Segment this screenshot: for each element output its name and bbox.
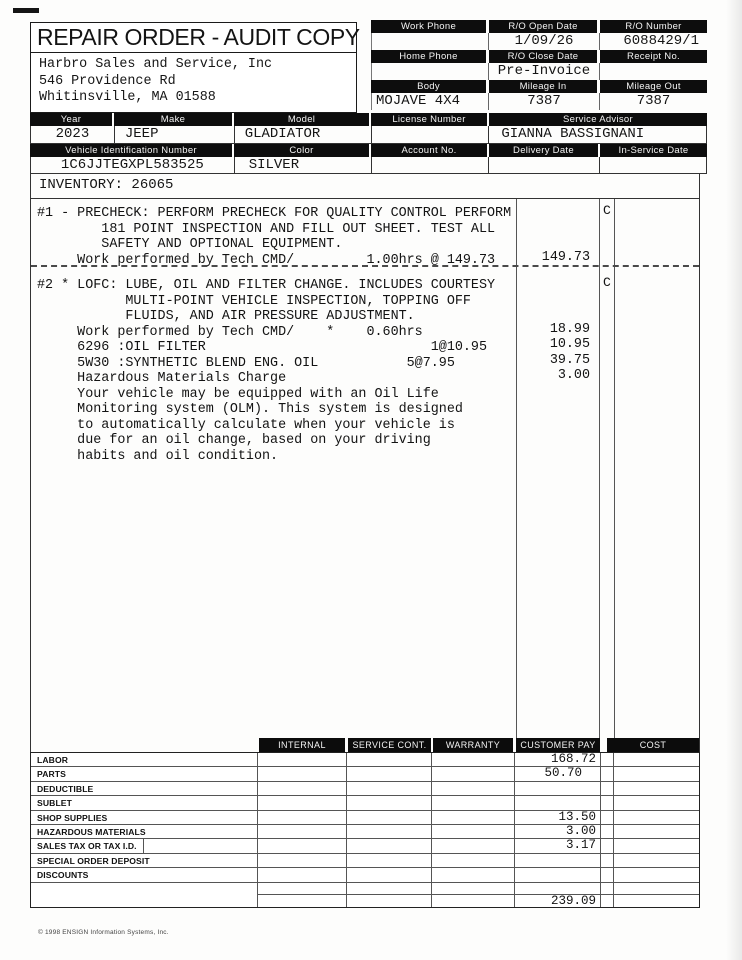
model-label: Model: [234, 113, 369, 126]
ro-number-value: 6088429/1: [623, 33, 699, 49]
item-line: [37, 203, 697, 219]
company-name: Harbro Sales and Service, Inc: [39, 57, 273, 72]
column-header-customer-pay: CUSTOMER PAY: [516, 738, 600, 752]
item-line-text: 5W30 :SYNTHETIC BLEND ENG. OIL 5@7.95: [37, 355, 455, 371]
ro-open-date-value: 1/09/26: [489, 33, 600, 50]
company-address-line2: Whitinsville, MA 01588: [39, 90, 216, 105]
service-advisor-label: Service Advisor: [489, 113, 707, 126]
item-line-text: #1 - PRECHECK: PERFORM PRECHECK FOR QUALITY CONTROL PERFORM: [37, 206, 512, 221]
line-items-area: [30, 198, 700, 752]
license-number-label: License Number: [371, 113, 487, 126]
item-separator-dashed-line: [31, 265, 699, 267]
account-no-label: Account No.: [371, 144, 487, 157]
in-service-date-value: [600, 157, 707, 173]
customer-pay-value: 3.17: [515, 839, 601, 852]
row-label: SPECIAL ORDER DEPOSIT: [31, 854, 258, 867]
column-header-service-cont: SERVICE CONT.: [348, 738, 431, 752]
item-line-text: Monitoring system (OLM). This system is designed: [37, 402, 463, 417]
item-line-text: due for an oil change, based on your driving: [37, 433, 431, 448]
header-left: [30, 22, 360, 113]
in-service-date-label: In-Service Date: [600, 144, 707, 157]
info-value-row-3: [371, 93, 707, 110]
table-row-shop-supplies: [31, 811, 699, 825]
item-line-amount: 149.73: [541, 249, 590, 265]
header-info-table: [371, 20, 707, 110]
row-label: SUBLET: [31, 796, 258, 809]
table-row-sales-tax: [31, 839, 699, 853]
account-no-value: [372, 157, 490, 173]
mileage-out-value: 7387: [636, 93, 671, 109]
item-line-amount: 10.95: [549, 337, 590, 352]
vin-value: 1C6JJTEGXPL583525: [31, 157, 235, 173]
table-row-total: [31, 895, 699, 907]
table-row-special-order-deposit: [31, 854, 699, 868]
vehicle-value-row-1: [30, 126, 707, 144]
item-line-text: Hazardous Materials Charge: [37, 371, 287, 386]
table-row-deductible: [31, 782, 699, 796]
item-line: [37, 415, 697, 431]
item-line-text: MULTI-POINT VEHICLE INSPECTION, TOPPING OFF: [37, 293, 471, 309]
make-label: Make: [114, 113, 232, 126]
item-line: [37, 234, 697, 250]
item-line-amount: 18.99: [549, 321, 590, 337]
mileage-in-value: 7387: [489, 93, 600, 110]
info-value-row-1: [371, 33, 707, 50]
item-line-text: FLUIDS, AND AIR PRESSURE ADJUSTMENT.: [37, 309, 415, 324]
row-label: HAZARDOUS MATERIALS: [31, 825, 258, 838]
home-phone-value: [371, 63, 489, 80]
item1-pay-type-flag: C: [603, 203, 611, 218]
vin-label: Vehicle Identification Number: [30, 144, 232, 157]
vehicle-value-row-2: [30, 157, 707, 174]
work-phone-value: [371, 33, 489, 50]
column-header-internal: INTERNAL: [259, 738, 345, 752]
customer-pay-value: [515, 854, 601, 867]
work-phone-label: Work Phone: [371, 20, 486, 33]
customer-pay-value: [515, 782, 601, 795]
item-line-text: to automatically calculate when your vehicle is: [37, 417, 455, 433]
item-line: [37, 306, 697, 322]
item-line: [37, 384, 697, 400]
row-label: SALES TAX OR TAX I.D.: [31, 839, 258, 852]
item-line: [37, 250, 697, 266]
item1-text-block: [37, 203, 697, 268]
receipt-no-value: [600, 63, 707, 80]
table-row-parts: [31, 767, 699, 781]
scan-edge-artifact: [726, 0, 742, 960]
item-line: [37, 337, 697, 353]
vehicle-label-row-2: [30, 144, 707, 157]
item-line-text: Work performed by Tech CMD/ 1.00hrs @ 149.73: [37, 252, 496, 268]
company-address-line1: 546 Providence Rd: [39, 73, 176, 89]
row-label: PARTS: [31, 767, 258, 780]
row-label: SHOP SUPPLIES: [31, 811, 258, 824]
home-phone-label: Home Phone: [371, 50, 486, 63]
ro-close-date-value: Pre-Invoice: [489, 63, 600, 80]
ro-open-date-label: R/O Open Date: [489, 20, 597, 33]
item-line: [37, 430, 697, 446]
item-line-text: Your vehicle may be equipped with an Oil Life: [37, 386, 439, 402]
item-line: [37, 446, 697, 462]
item2-text-block: [37, 275, 697, 464]
item-line-text: SAFETY AND OPTIONAL EQUIPMENT.: [37, 237, 343, 252]
item-line-text: Work performed by Tech CMD/ * 0.60hrs: [37, 324, 423, 340]
column-header-cost: COST: [607, 738, 699, 752]
item-line: [37, 399, 697, 415]
table-row-hazardous-materials: [31, 825, 699, 839]
customer-pay-value: 3.00: [515, 825, 601, 838]
year-value: 2023: [31, 126, 115, 143]
customer-pay-value: [515, 796, 601, 809]
ro-close-date-label: R/O Close Date: [489, 50, 597, 63]
item-line: [37, 368, 697, 384]
item-line: [37, 291, 697, 307]
info-value-row-2: [371, 63, 707, 80]
inventory-line: INVENTORY: 26065: [30, 174, 700, 198]
info-label-row-2: [371, 50, 707, 63]
item-line-text: #2 * LOFC: LUBE, OIL AND FILTER CHANGE. INCLUDES COURTESY: [37, 278, 496, 293]
vehicle-info-grid: [30, 113, 707, 198]
year-label: Year: [30, 113, 112, 126]
item-line: [37, 353, 697, 369]
table-row-blank: [31, 883, 699, 895]
customer-pay-value: [515, 868, 601, 881]
footer-copyright: © 1998 ENSIGN Information Systems, Inc.: [38, 929, 169, 936]
item-line-text: 6296 :OIL FILTER 1@10.95: [37, 340, 487, 355]
row-label: DEDUCTIBLE: [31, 782, 258, 795]
ro-number-label: R/O Number: [600, 20, 707, 33]
model-value: GLADIATOR: [235, 126, 372, 143]
page-title: REPAIR ORDER - AUDIT COPY: [31, 23, 356, 53]
customer-pay-value: 13.50: [515, 811, 601, 824]
color-label: Color: [234, 144, 369, 157]
item-line-text: 181 POINT INSPECTION AND FILL OUT SHEET. TEST ALL: [37, 221, 496, 237]
item-line: [37, 322, 697, 338]
delivery-date-label: Delivery Date: [489, 144, 598, 157]
item-line: [37, 275, 697, 291]
mileage-in-label: Mileage In: [489, 80, 597, 93]
customer-pay-value: 168.72: [515, 753, 601, 766]
table-row-discounts: [31, 868, 699, 882]
license-number-value: [372, 126, 490, 143]
customer-pay-value: 50.70: [515, 767, 601, 780]
row-label: LABOR: [31, 753, 258, 766]
row-label: DISCOUNTS: [31, 868, 258, 881]
summary-table-body: [30, 752, 700, 908]
total-customer-pay-value: 239.09: [515, 895, 601, 907]
item-line-text: habits and oil condition.: [37, 448, 279, 464]
info-label-row-3: [371, 80, 707, 93]
company-address-block: [31, 53, 356, 107]
color-value: SILVER: [235, 157, 372, 173]
item2-pay-type-flag: C: [603, 275, 611, 290]
delivery-date-value: [489, 157, 600, 173]
vehicle-label-row-1: [30, 113, 707, 126]
table-row-labor: [31, 753, 699, 767]
body-value: MOJAVE 4X4: [371, 93, 489, 110]
item-line: [37, 219, 697, 235]
body-label: Body: [371, 80, 486, 93]
receipt-no-label: Receipt No.: [600, 50, 707, 63]
service-advisor-value: GIANNA BASSIGNANI: [489, 126, 707, 143]
table-row-sublet: [31, 796, 699, 810]
scan-mark: [13, 8, 39, 13]
item-line-amount: 3.00: [557, 368, 590, 383]
mileage-out-label: Mileage Out: [600, 80, 707, 93]
make-value: JEEP: [115, 126, 235, 143]
item-line-amount: 39.75: [549, 352, 590, 368]
info-label-row-1: [371, 20, 707, 33]
column-header-warranty: WARRANTY: [433, 738, 513, 752]
